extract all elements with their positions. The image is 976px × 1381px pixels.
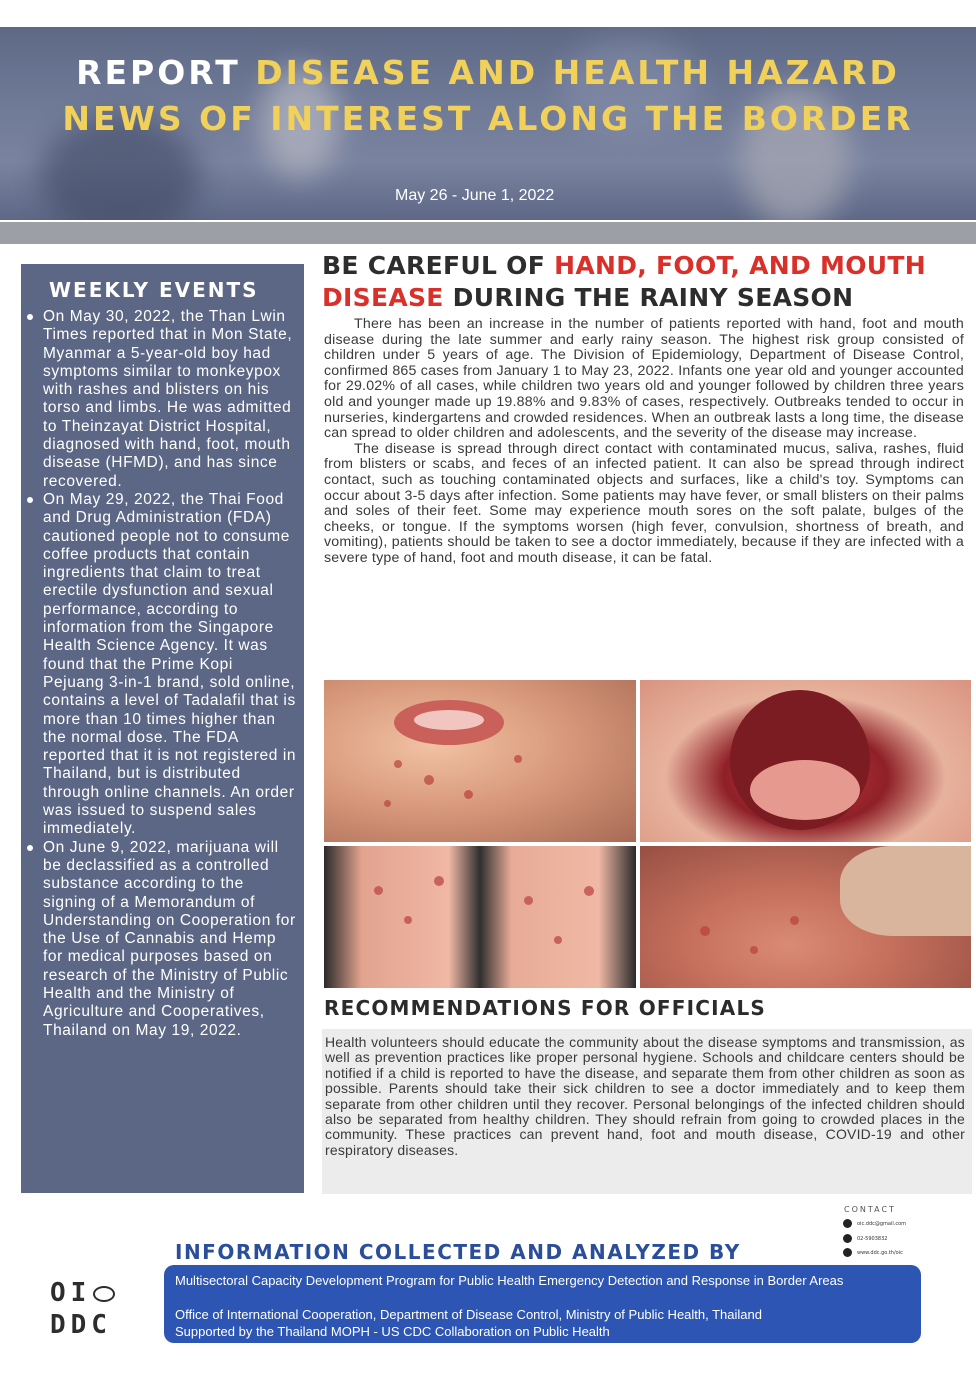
email-icon [843, 1219, 852, 1228]
office-text: Office of International Cooperation, Department of Disease Control, Ministry of Public Health, Thailand [175, 1307, 762, 1322]
list-item: On May 30, 2022, the Than Lwin Times reported that in Mon State, Myanmar a 5-year-old boy had symptoms similar to monkeypox with rashes and blisters on his torso and limbs. He was admitted to Theinzayat District Hospital, diagnosed with hand, foot, mouth disease (HFMD), and has since recovered. [43, 308, 298, 491]
header-banner [0, 27, 976, 220]
headline-part2: DURING THE RAINY SEASON [443, 283, 854, 312]
program-text: Multisectoral Capacity Development Program for Public Health Emergency Detection and Response in Border Areas [175, 1273, 844, 1288]
photo-mouth-rash [324, 680, 636, 842]
logo-text-oi: OI [50, 1278, 92, 1308]
contact-phone-text: 02-5903832 [857, 1235, 888, 1242]
recommendations-box [322, 1029, 972, 1194]
photo-mouth-sores [640, 680, 971, 842]
symptom-photos [324, 680, 971, 988]
globe-icon [843, 1248, 852, 1257]
photo-hand-rash [640, 846, 971, 988]
oic-ddc-logo [50, 1277, 130, 1341]
weekly-events-list [21, 308, 304, 1040]
contact-email[interactable] [843, 1219, 906, 1228]
article-paragraph: The disease is spread through direct contact with contaminated mucus, saliva, rashes, fluid from blisters or scabs, and feces of an infected patient. It can also be spread through indirect contact, such as touching contaminated objects and surfaces, like a child's toy. Symptoms can occur about 3-5 days after infection. Some patients may have fever, or small blisters on their palms and soles of their feet. Some may experience mouth sores on the soft palate, bulges of the cheeks, or tongue. If the symptoms worsen (high fever, convulsion, shortness of breath, and vomiting), patients should be taken to see a doctor immediately, because if they are infected with a severe type of hand, foot and mouth disease, it can be fatal. [324, 440, 964, 566]
report-title-line1 [0, 49, 976, 97]
eye-icon [93, 1286, 115, 1302]
logo-line1 [50, 1277, 130, 1309]
contact-phone[interactable] [843, 1234, 887, 1243]
recommendations-text: Health volunteers should educate the community about the disease symptoms and transmission, as well as prevention practices like proper personal hygiene. Schools and childcare centers should be notified if a child is reported to have the disease, and separate them from other children as soon as possible. Parents should take their sick children to see a doctor immediately and to keep them separate from other children until they recover. Personal belongings of the infected children should also be separated from healthy children. They should refrain from going to crowded places in the community. These practices can prevent hand, foot and mouth disease, COVID-19 and other respiratory diseases. [325, 1034, 965, 1158]
header-divider [0, 222, 976, 244]
report-label: REPORT [76, 53, 241, 92]
logo-line2: DDC [50, 1310, 112, 1340]
weekly-events-title: WEEKLY EVENTS [49, 278, 259, 302]
contact-email-text: oic.ddc@gmail.com [857, 1220, 907, 1227]
info-box [164, 1265, 921, 1343]
article-paragraph: There has been an increase in the number of patients reported with hand, foot and mouth disease during the late summer and early rainy season. The highest risk group consisted of children under 5 years of age. The Division of Epidemiology, Department of Disease Control, confirmed 865 cases from January 1 to May 23, 2022. Infants one year old and younger accounted for 29.02% of all cases, while children two years old and younger followed by children three years old and younger made up 19.88% and 9.83% of cases, respectively. Outbreaks tended to occur in nurseries, kindergartens and crowded residences. When an outbreak lasts a long time, the disease can spread to older children and adolescents, and the severity of the disease may increase. [324, 316, 964, 442]
phone-icon [843, 1234, 852, 1243]
article-headline [322, 250, 962, 314]
list-item: On May 29, 2022, the Thai Food and Drug Administration (FDA) cautioned people not to consume coffee products that contain ingredients that claim to treat erectile dysfunction and sexual performance, according to information from the Singapore Health Science Agency. It was found that the Prime Kopi Pejuang 3-in-1 brand, sold online, contains a level of Tadalafil that is more than 10 times higher than the normal dose. The FDA reported that it is not registered in Thailand, but is distributed through online channels. An order was issued to suspend sales immediately. [43, 490, 297, 838]
report-title-part2: NEWS OF INTEREST ALONG THE BORDER [62, 99, 914, 138]
headline-highlight1: HAND, FOOT, AND MOUTH [554, 251, 926, 280]
contact-title: CONTACT [844, 1205, 896, 1214]
report-title-part1: DISEASE AND HEALTH HAZARD [255, 53, 900, 92]
weekly-events-panel [21, 264, 304, 1193]
headline-part1: BE CAREFUL OF [322, 251, 555, 280]
photo-feet-rash [324, 846, 636, 988]
support-text: Supported by the Thailand MOPH - US CDC Collaboration on Public Health [175, 1324, 610, 1339]
info-title: INFORMATION COLLECTED AND ANALYZED BY [175, 1240, 741, 1264]
report-date: May 26 - June 1, 2022 [395, 187, 555, 204]
contact-website[interactable] [843, 1248, 903, 1257]
contact-website-text: www.ddc.go.th/oic [857, 1249, 903, 1256]
list-item: On June 9, 2022, marijuana will be declassified as a controlled substance according to the signing of a Memorandum of Understanding on Cooperation for the Use of Cannabis and Hemp for medical purposes based on research of the Ministry of Public Health and the Ministry of Agriculture and Cooperatives, Thailand on May 19, 2022. [43, 839, 298, 1040]
recommendations-title: RECOMMENDATIONS FOR OFFICIALS [324, 996, 767, 1020]
headline-highlight2: DISEASE [322, 283, 444, 312]
report-title-line2 [0, 95, 976, 143]
article-body [324, 317, 964, 567]
